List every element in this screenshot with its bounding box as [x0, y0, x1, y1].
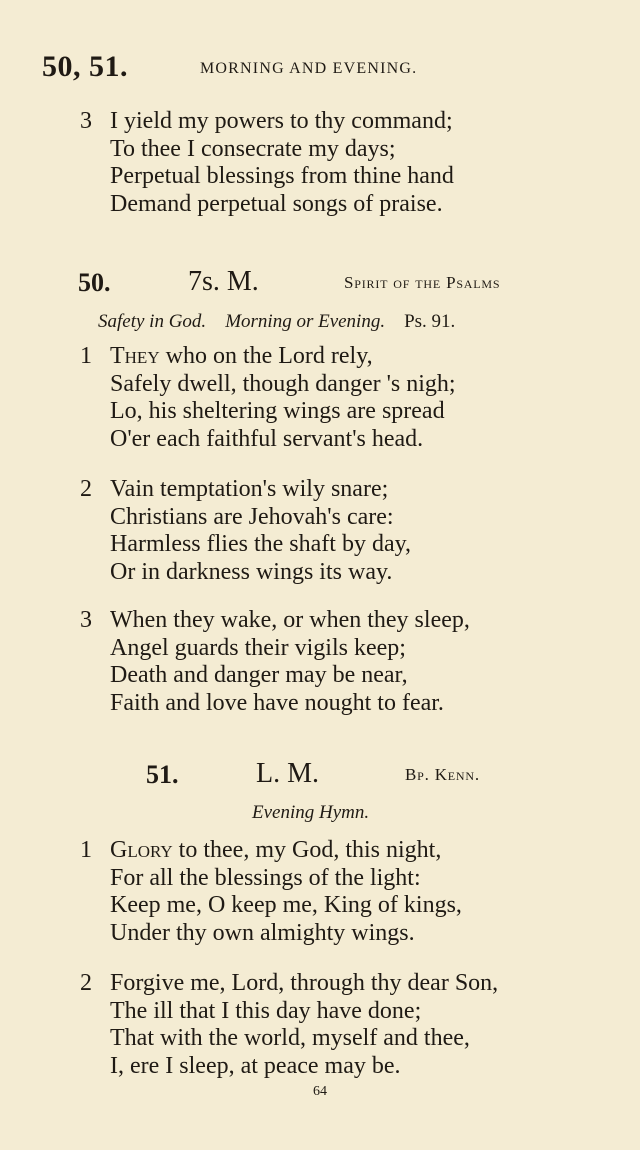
verse-number: 3: [80, 108, 92, 134]
verse-first-word: Glory: [110, 837, 173, 863]
verse-line: Under thy own almighty wings.: [110, 919, 415, 946]
hymn-50-source: Spirit of the Psalms: [344, 273, 501, 292]
verse-line: Lo, his sheltering wings are spread: [110, 398, 445, 425]
verse-first-word: They: [110, 343, 160, 369]
verse-line: That with the world, myself and thee,: [110, 1025, 470, 1052]
hymn-50-stanza-1: [80, 343, 456, 453]
verse-line: Faith and love have nought to fear.: [110, 689, 444, 716]
continued-stanza: [80, 108, 454, 218]
hymn-51-stanza-2: [80, 970, 498, 1080]
hymn-50-stanza-2: [80, 476, 411, 586]
hymn-50-subject: Safety in God.: [98, 311, 207, 332]
hymn-50-scripture: Ps. 91.: [404, 311, 456, 332]
page-number: 64: [313, 1084, 327, 1099]
verse-line: Demand perpetual songs of praise.: [110, 190, 443, 217]
verse-line: O'er each faithful servant's head.: [110, 425, 424, 452]
verse-number: 1: [80, 343, 92, 369]
running-section-title: MORNING AND EVENING.: [200, 60, 418, 77]
verse-line: I yield my powers to thy command;: [110, 108, 453, 134]
hymn-50-number: 50.: [78, 268, 111, 297]
verse-line: Harmless flies the shaft by day,: [110, 531, 412, 558]
hymn-50-stanza-3: [80, 607, 470, 717]
verse-line: Perpetual blessings from thine hand: [110, 163, 454, 190]
hymn-50-subheading: [98, 311, 455, 333]
hymn-51-number: 51.: [146, 760, 179, 789]
verse-number: 3: [80, 607, 92, 633]
verse-line: Forgive me, Lord, through thy dear Son,: [110, 970, 499, 996]
hymn-51-stanza-1: [80, 837, 462, 947]
verse-line: The ill that I this day have done;: [110, 997, 422, 1024]
verse-line: Keep me, O keep me, King of kings,: [110, 892, 462, 919]
hymn-51-author: Bp. Kenn.: [405, 765, 480, 784]
verse-line: who on the Lord rely,: [159, 343, 373, 369]
verse-line: Safely dwell, though danger 's nigh;: [110, 370, 456, 397]
verse-line: Angel guards their vigils keep;: [110, 634, 406, 661]
verse-line: For all the blessings of the light:: [110, 864, 421, 891]
verse-line: Vain temptation's wily snare;: [110, 476, 389, 502]
verse-number: 2: [80, 476, 92, 502]
verse-line: Death and danger may be near,: [110, 662, 408, 689]
verse-line: to thee, my God, this night,: [172, 837, 442, 863]
running-hymn-numbers: 50, 51.: [42, 50, 128, 83]
hymn-50-occasion: Morning or Evening.: [225, 311, 386, 332]
hymn-51-title: [252, 802, 369, 824]
verse-number: 2: [80, 970, 92, 996]
hymn-51-meter: L. M.: [256, 758, 319, 789]
hymn-50-meter: 7s. M.: [188, 266, 259, 297]
hymn-51-title-text: Evening Hymn.: [252, 802, 370, 823]
verse-number: 1: [80, 837, 92, 863]
verse-line: I, ere I sleep, at peace may be.: [110, 1052, 401, 1079]
verse-line: When they wake, or when they sleep,: [110, 607, 470, 633]
verse-line: Christians are Jehovah's care:: [110, 503, 394, 530]
verse-line: To thee I consecrate my days;: [110, 135, 396, 162]
verse-line: Or in darkness wings its way.: [110, 558, 393, 585]
